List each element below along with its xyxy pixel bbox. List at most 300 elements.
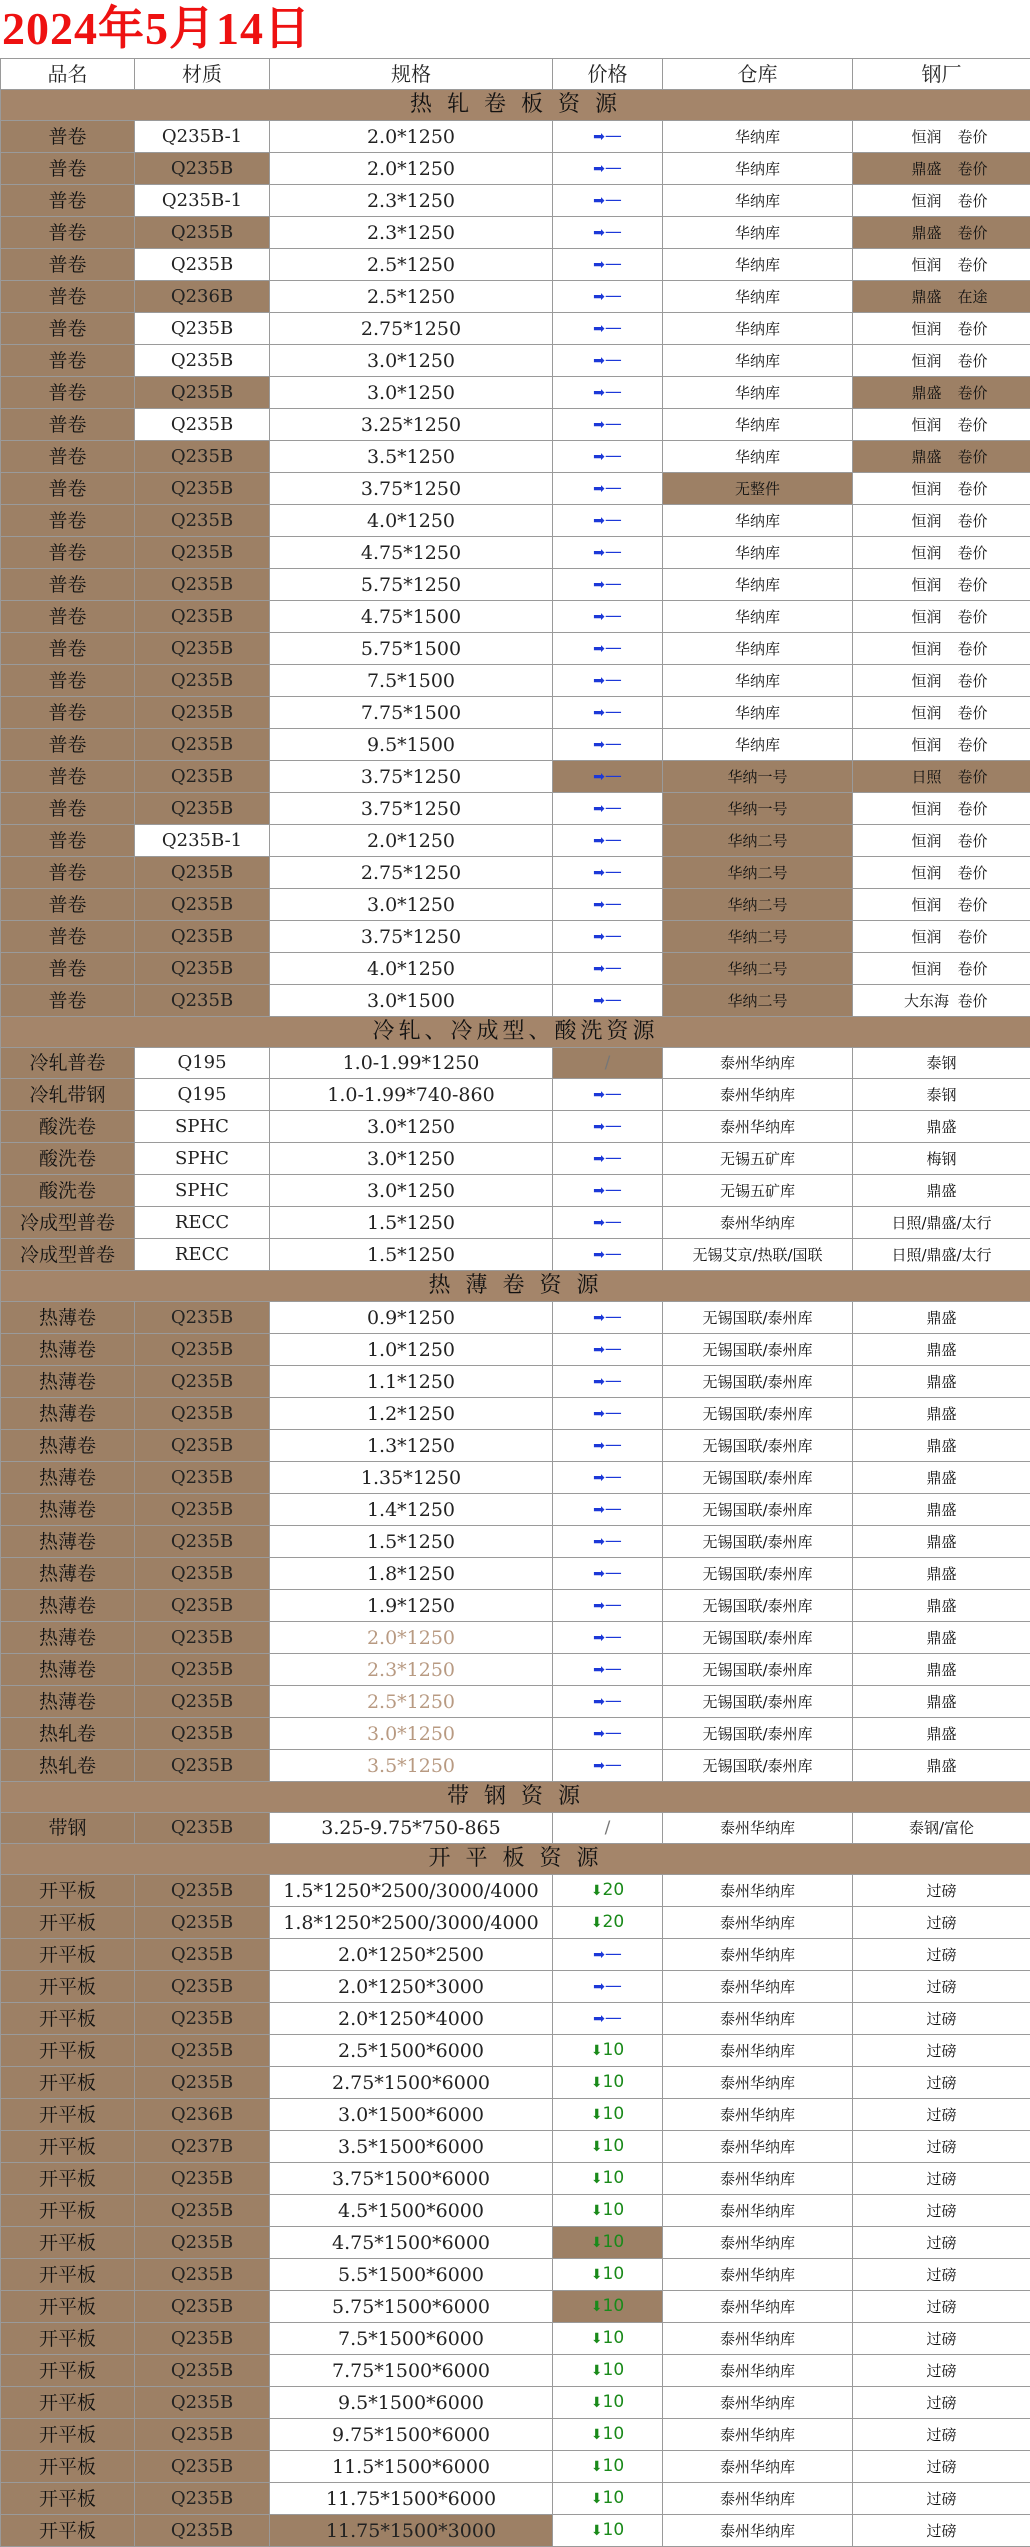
- mill-note: 卷价: [957, 576, 987, 594]
- mill-cell: [853, 505, 1030, 537]
- material-cell: Q235B: [135, 793, 270, 825]
- mill-cell: [853, 2387, 1030, 2419]
- material-cell: Q235B: [135, 2387, 270, 2419]
- price-cell: [553, 2195, 663, 2227]
- material-cell: Q195: [135, 1048, 270, 1079]
- mill-name: 鼎盛: [911, 1335, 973, 1365]
- mill-cell: [853, 1334, 1030, 1366]
- price-cell: [553, 985, 663, 1017]
- mill-cell: [853, 281, 1030, 313]
- blue-right-arrow-icon: ➡: [593, 609, 605, 625]
- warehouse-cell: 泰州华纳库: [663, 2515, 853, 2547]
- mill-cell: [853, 1813, 1030, 1844]
- blue-right-arrow-icon: ➡: [593, 1438, 605, 1454]
- table-row: [1, 2291, 1030, 2323]
- spec-cell: 1.0-1.99*740-860: [270, 1079, 553, 1111]
- mill-note: 卷价: [957, 992, 987, 1010]
- product-name-cell: 普卷: [1, 889, 135, 921]
- table-row: [1, 2419, 1030, 2451]
- mill-cell: [853, 1686, 1030, 1718]
- mill-cell: [853, 1239, 1030, 1271]
- price-cell: [553, 1398, 663, 1430]
- material-cell: Q235B: [135, 921, 270, 953]
- mill-note: 卷价: [957, 256, 987, 274]
- product-name-cell: 酸洗卷: [1, 1143, 135, 1175]
- product-name-cell: 普卷: [1, 697, 135, 729]
- material-cell: Q235B: [135, 665, 270, 697]
- spec-cell: 9.75*1500*6000: [270, 2419, 553, 2451]
- blue-right-arrow-icon: ➡: [593, 385, 605, 401]
- spec-cell: 2.75*1250: [270, 857, 553, 889]
- table-row: [1, 1718, 1030, 1750]
- price-cell: [553, 121, 663, 153]
- material-cell: Q235B: [135, 473, 270, 505]
- blue-right-arrow-icon: ➡: [593, 705, 605, 721]
- green-down-arrow-icon: ⬇: [591, 2491, 603, 2507]
- mill-name: 恒润: [895, 314, 957, 344]
- product-name-cell: 热薄卷: [1, 1462, 135, 1494]
- mill-name: 恒润: [895, 602, 957, 632]
- header-row: [1, 59, 1030, 90]
- table-row: [1, 2387, 1030, 2419]
- spec-cell: 4.5*1500*6000: [270, 2195, 553, 2227]
- mill-name: 恒润: [895, 858, 957, 888]
- table-row: [1, 1239, 1030, 1271]
- mill-name: 恒润: [895, 346, 957, 376]
- warehouse-cell: 无锡五矿库: [663, 1175, 853, 1207]
- material-cell: Q236B: [135, 2099, 270, 2131]
- mill-name: 鼎盛: [895, 154, 957, 184]
- product-name-cell: 热薄卷: [1, 1622, 135, 1654]
- spec-cell: 9.5*1500*6000: [270, 2387, 553, 2419]
- material-cell: Q235B: [135, 2067, 270, 2099]
- product-name-cell: 热薄卷: [1, 1526, 135, 1558]
- table-row: [1, 1430, 1030, 1462]
- blue-right-arrow-icon: ➡: [593, 1310, 605, 1326]
- spec-cell: 2.5*1500*6000: [270, 2035, 553, 2067]
- warehouse-cell: 无锡国联/泰州库: [663, 1462, 853, 1494]
- price-cell: [553, 2419, 663, 2451]
- table-row: [1, 1971, 1030, 2003]
- mill-note: 卷价: [957, 160, 987, 178]
- product-name-cell: 普卷: [1, 441, 135, 473]
- mill-cell: [853, 569, 1030, 601]
- spec-cell: 1.8*1250: [270, 1558, 553, 1590]
- mill-cell: [853, 441, 1030, 473]
- price-change-value: /: [605, 1818, 611, 1838]
- spec-cell: 1.5*1250: [270, 1526, 553, 1558]
- spec-cell: 2.0*1250: [270, 1622, 553, 1654]
- price-change-value: 10: [603, 2424, 625, 2444]
- mill-name: 过磅: [911, 2292, 973, 2322]
- mill-name: 鼎盛: [911, 1591, 973, 1621]
- price-cell: [553, 1239, 663, 1271]
- product-name-cell: 开平板: [1, 1907, 135, 1939]
- warehouse-cell: 泰州华纳库: [663, 2035, 853, 2067]
- spec-cell: 3.0*1250: [270, 377, 553, 409]
- mill-name: 鼎盛: [895, 218, 957, 248]
- material-cell: Q235B: [135, 1590, 270, 1622]
- blue-right-arrow-icon: ➡: [593, 1151, 605, 1167]
- spec-cell: 3.0*1250: [270, 1111, 553, 1143]
- mill-name: 恒润: [895, 794, 957, 824]
- spec-cell: 2.0*1250: [270, 825, 553, 857]
- price-cell: [553, 281, 663, 313]
- spec-cell: 5.75*1250: [270, 569, 553, 601]
- table-row: [1, 1494, 1030, 1526]
- green-down-arrow-icon: ⬇: [591, 2395, 603, 2411]
- price-cell: [553, 473, 663, 505]
- warehouse-cell: 泰州华纳库: [663, 1813, 853, 1844]
- table-row: [1, 2067, 1030, 2099]
- table-row: [1, 697, 1030, 729]
- warehouse-cell: 华纳库: [663, 153, 853, 185]
- mill-note: 卷价: [957, 512, 987, 530]
- price-change-value: —: [605, 414, 622, 434]
- blue-right-arrow-icon: ➡: [593, 1630, 605, 1646]
- price-change-value: 10: [603, 2040, 625, 2060]
- table-row: [1, 1654, 1030, 1686]
- price-cell: [553, 953, 663, 985]
- table-row: [1, 1079, 1030, 1111]
- price-cell: [553, 2131, 663, 2163]
- mill-name: 鼎盛: [911, 1463, 973, 1493]
- warehouse-cell: 泰州华纳库: [663, 1971, 853, 2003]
- price-change-value: 20: [603, 1912, 625, 1932]
- spec-cell: 5.5*1500*6000: [270, 2259, 553, 2291]
- product-name-cell: 开平板: [1, 1875, 135, 1907]
- material-cell: Q235B: [135, 2515, 270, 2547]
- mill-name: 过磅: [911, 2164, 973, 2194]
- spec-cell: 5.75*1500: [270, 633, 553, 665]
- warehouse-cell: 无锡国联/泰州库: [663, 1590, 853, 1622]
- material-cell: Q235B: [135, 2227, 270, 2259]
- product-name-cell: 带钢: [1, 1813, 135, 1844]
- blue-right-arrow-icon: ➡: [593, 513, 605, 529]
- warehouse-cell: 华纳库: [663, 217, 853, 249]
- blue-right-arrow-icon: ➡: [593, 1470, 605, 1486]
- material-cell: Q235B: [135, 2003, 270, 2035]
- warehouse-cell: 无锡国联/泰州库: [663, 1622, 853, 1654]
- mill-name: 恒润: [895, 250, 957, 280]
- mill-cell: [853, 1048, 1030, 1079]
- product-name-cell: 普卷: [1, 217, 135, 249]
- blue-right-arrow-icon: ➡: [593, 1119, 605, 1135]
- price-cell: [553, 1175, 663, 1207]
- blue-right-arrow-icon: ➡: [593, 161, 605, 177]
- table-body: [1, 90, 1030, 2547]
- product-name-cell: 冷轧普卷: [1, 1048, 135, 1079]
- mill-note: 卷价: [957, 640, 987, 658]
- material-cell: Q235B: [135, 569, 270, 601]
- price-cell: [553, 1207, 663, 1239]
- mill-note: 卷价: [957, 864, 987, 882]
- mill-name: 恒润: [895, 506, 957, 536]
- spec-cell: 11.5*1500*6000: [270, 2451, 553, 2483]
- mill-name: 恒润: [895, 890, 957, 920]
- material-cell: Q235B-1: [135, 121, 270, 153]
- table-row: [1, 2323, 1030, 2355]
- price-cell: [553, 377, 663, 409]
- price-cell: [553, 2163, 663, 2195]
- mill-name: 鼎盛: [895, 442, 957, 472]
- warehouse-cell: 无锡五矿库: [663, 1143, 853, 1175]
- header-name: 品名: [1, 59, 135, 90]
- table-row: [1, 1813, 1030, 1844]
- mill-cell: [853, 377, 1030, 409]
- material-cell: Q235B: [135, 217, 270, 249]
- mill-cell: [853, 1590, 1030, 1622]
- product-name-cell: 开平板: [1, 2131, 135, 2163]
- blue-right-arrow-icon: ➡: [593, 289, 605, 305]
- price-cell: [553, 1079, 663, 1111]
- material-cell: Q235B: [135, 1398, 270, 1430]
- price-change-value: —: [605, 126, 622, 146]
- warehouse-cell: 无锡国联/泰州库: [663, 1558, 853, 1590]
- material-cell: Q235B: [135, 1813, 270, 1844]
- price-cell: [553, 409, 663, 441]
- mill-note: 卷价: [957, 448, 987, 466]
- mill-name: 过磅: [911, 2420, 973, 2450]
- mill-cell: [853, 953, 1030, 985]
- spec-cell: 1.5*1250: [270, 1207, 553, 1239]
- mill-cell: [853, 2003, 1030, 2035]
- spec-cell: 3.0*1250: [270, 1175, 553, 1207]
- mill-cell: [853, 665, 1030, 697]
- warehouse-cell: 华纳库: [663, 313, 853, 345]
- table-row: [1, 345, 1030, 377]
- spec-cell: 11.75*1500*6000: [270, 2483, 553, 2515]
- price-change-value: —: [605, 1403, 622, 1423]
- product-name-cell: 普卷: [1, 281, 135, 313]
- mill-cell: [853, 1654, 1030, 1686]
- mill-name: 鼎盛: [911, 1112, 973, 1142]
- blue-right-arrow-icon: ➡: [593, 193, 605, 209]
- section-header: [1, 1782, 1030, 1813]
- price-change-value: —: [605, 1180, 622, 1200]
- table-row: [1, 1366, 1030, 1398]
- page-title: 2024年5月14日: [2, 0, 311, 58]
- price-change-value: —: [605, 1116, 622, 1136]
- warehouse-cell: 泰州华纳库: [663, 2419, 853, 2451]
- mill-note: 卷价: [957, 928, 987, 946]
- material-cell: Q235B: [135, 889, 270, 921]
- product-name-cell: 普卷: [1, 345, 135, 377]
- table-row: [1, 473, 1030, 505]
- warehouse-cell: 华纳库: [663, 185, 853, 217]
- table-row: [1, 1907, 1030, 1939]
- mill-name: 鼎盛: [911, 1431, 973, 1461]
- price-change-value: —: [605, 286, 622, 306]
- blue-right-arrow-icon: ➡: [593, 1183, 605, 1199]
- mill-name: 过磅: [911, 1876, 973, 1906]
- price-cell: [553, 569, 663, 601]
- price-change-value: —: [605, 190, 622, 210]
- price-change-value: —: [605, 350, 622, 370]
- material-cell: Q235B: [135, 697, 270, 729]
- spec-cell: 11.75*1500*3000: [270, 2515, 553, 2547]
- price-change-value: —: [605, 1339, 622, 1359]
- table-row: [1, 1302, 1030, 1334]
- spec-cell: 2.0*1250: [270, 121, 553, 153]
- mill-cell: [853, 537, 1030, 569]
- warehouse-cell: 无锡国联/泰州库: [663, 1654, 853, 1686]
- mill-cell: [853, 857, 1030, 889]
- price-cell: [553, 2099, 663, 2131]
- product-name-cell: 热薄卷: [1, 1558, 135, 1590]
- material-cell: Q235B: [135, 2259, 270, 2291]
- product-name-cell: 热薄卷: [1, 1654, 135, 1686]
- green-down-arrow-icon: ⬇: [591, 2203, 603, 2219]
- section-title: 开 平 板 资 源: [1, 1844, 1030, 1875]
- material-cell: Q235B: [135, 601, 270, 633]
- warehouse-cell: 华纳库: [663, 601, 853, 633]
- price-cell: [553, 1143, 663, 1175]
- mill-cell: [853, 1207, 1030, 1239]
- spec-cell: 3.0*1250: [270, 1143, 553, 1175]
- mill-name: 过磅: [911, 2388, 973, 2418]
- section-header: [1, 1271, 1030, 1302]
- mill-name: 过磅: [911, 2228, 973, 2258]
- warehouse-cell: 无锡国联/泰州库: [663, 1398, 853, 1430]
- product-name-cell: 冷轧带钢: [1, 1079, 135, 1111]
- price-change-value: —: [605, 318, 622, 338]
- warehouse-cell: 泰州华纳库: [663, 1048, 853, 1079]
- material-cell: Q235B: [135, 761, 270, 793]
- mill-name: 过磅: [911, 2356, 973, 2386]
- product-name-cell: 开平板: [1, 2003, 135, 2035]
- warehouse-cell: 华纳库: [663, 633, 853, 665]
- mill-note: 卷价: [957, 736, 987, 754]
- warehouse-cell: 泰州华纳库: [663, 1875, 853, 1907]
- mill-name: 鼎盛: [911, 1367, 973, 1397]
- mill-name: 恒润: [895, 474, 957, 504]
- warehouse-cell: 无锡国联/泰州库: [663, 1526, 853, 1558]
- green-down-arrow-icon: ⬇: [591, 1915, 603, 1931]
- spec-cell: 1.4*1250: [270, 1494, 553, 1526]
- section-header: [1, 1017, 1030, 1048]
- mill-cell: [853, 121, 1030, 153]
- price-cell: [553, 1430, 663, 1462]
- material-cell: Q237B: [135, 2131, 270, 2163]
- material-cell: Q235B: [135, 2035, 270, 2067]
- table-row: [1, 377, 1030, 409]
- table-row: [1, 761, 1030, 793]
- warehouse-cell: 无锡国联/泰州库: [663, 1334, 853, 1366]
- warehouse-cell: 泰州华纳库: [663, 2131, 853, 2163]
- price-cell: [553, 2323, 663, 2355]
- mill-name: 过磅: [911, 2260, 973, 2290]
- section-title: 带 钢 资 源: [1, 1782, 1030, 1813]
- spec-cell: 7.75*1500*6000: [270, 2355, 553, 2387]
- mill-note: 卷价: [957, 768, 987, 786]
- table-row: [1, 2131, 1030, 2163]
- blue-right-arrow-icon: ➡: [593, 225, 605, 241]
- mill-note: 卷价: [957, 384, 987, 402]
- spec-cell: 4.75*1250: [270, 537, 553, 569]
- mill-note: 卷价: [957, 608, 987, 626]
- blue-right-arrow-icon: ➡: [593, 1694, 605, 1710]
- table-row: [1, 1622, 1030, 1654]
- material-cell: Q235B: [135, 857, 270, 889]
- warehouse-cell: 华纳库: [663, 281, 853, 313]
- price-change-value: —: [605, 1084, 622, 1104]
- material-cell: Q235B: [135, 1686, 270, 1718]
- spec-cell: 3.5*1250: [270, 1750, 553, 1782]
- price-change-value: —: [605, 1531, 622, 1551]
- table-row: [1, 217, 1030, 249]
- header-material: 材质: [135, 59, 270, 90]
- price-change-value: —: [605, 574, 622, 594]
- warehouse-cell: 泰州华纳库: [663, 2483, 853, 2515]
- spec-cell: 9.5*1500: [270, 729, 553, 761]
- mill-cell: [853, 1750, 1030, 1782]
- price-change-value: —: [605, 254, 622, 274]
- price-cell: [553, 1875, 663, 1907]
- stock-table: [0, 58, 1030, 2547]
- product-name-cell: 热薄卷: [1, 1334, 135, 1366]
- mill-cell: [853, 1079, 1030, 1111]
- warehouse-cell: 泰州华纳库: [663, 2227, 853, 2259]
- material-cell: Q235B: [135, 537, 270, 569]
- mill-note: 卷价: [957, 128, 987, 146]
- blue-right-arrow-icon: ➡: [593, 897, 605, 913]
- warehouse-cell: 无锡国联/泰州库: [663, 1366, 853, 1398]
- mill-name: 过磅: [911, 2100, 973, 2130]
- price-cell: [553, 825, 663, 857]
- product-name-cell: 热薄卷: [1, 1398, 135, 1430]
- material-cell: Q235B: [135, 1939, 270, 1971]
- table-row: [1, 2163, 1030, 2195]
- product-name-cell: 普卷: [1, 377, 135, 409]
- table-row: [1, 569, 1030, 601]
- mill-cell: [853, 1111, 1030, 1143]
- spec-cell: 1.5*1250*2500/3000/4000: [270, 1875, 553, 1907]
- price-cell: [553, 249, 663, 281]
- spec-cell: 3.75*1250: [270, 793, 553, 825]
- price-cell: [553, 441, 663, 473]
- spec-cell: 0.9*1250: [270, 1302, 553, 1334]
- mill-cell: [853, 2483, 1030, 2515]
- blue-right-arrow-icon: ➡: [593, 1566, 605, 1582]
- price-cell: [553, 889, 663, 921]
- spec-cell: 2.0*1250*2500: [270, 1939, 553, 1971]
- product-name-cell: 普卷: [1, 633, 135, 665]
- spec-cell: 4.75*1500: [270, 601, 553, 633]
- mill-cell: [853, 793, 1030, 825]
- price-cell: [553, 2003, 663, 2035]
- warehouse-cell: 泰州华纳库: [663, 2163, 853, 2195]
- spec-cell: 1.1*1250: [270, 1366, 553, 1398]
- mill-cell: [853, 2259, 1030, 2291]
- price-change-value: 10: [603, 2232, 625, 2252]
- blue-right-arrow-icon: ➡: [593, 1247, 605, 1263]
- material-cell: Q235B: [135, 1718, 270, 1750]
- price-change-value: /: [605, 1053, 611, 1073]
- mill-cell: [853, 1175, 1030, 1207]
- mill-name: 过磅: [911, 1908, 973, 1938]
- blue-right-arrow-icon: ➡: [593, 353, 605, 369]
- blue-right-arrow-icon: ➡: [593, 481, 605, 497]
- mill-note: 在途: [957, 288, 987, 306]
- price-cell: [553, 1971, 663, 2003]
- product-name-cell: 开平板: [1, 2323, 135, 2355]
- table-row: [1, 2259, 1030, 2291]
- warehouse-cell: 泰州华纳库: [663, 2003, 853, 2035]
- mill-cell: [853, 1907, 1030, 1939]
- table-row: [1, 825, 1030, 857]
- product-name-cell: 普卷: [1, 729, 135, 761]
